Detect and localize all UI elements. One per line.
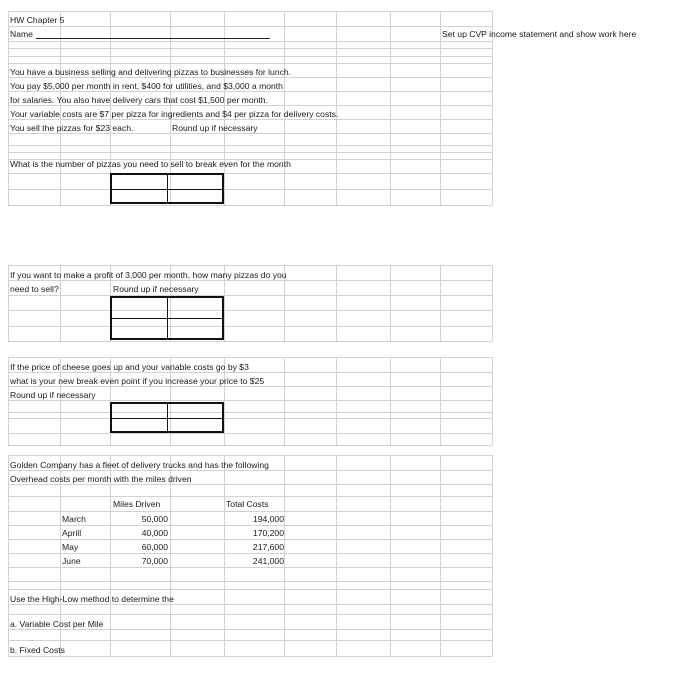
problem1-line: Your variable costs are $7 per pizza for ingredients and $4 per pizza for delivery costs. <box>10 109 339 119</box>
miles-cell: 40,000 <box>141 528 168 538</box>
method-text: Use the High-Low method to determine the <box>10 594 174 604</box>
month-cell: Aprill <box>62 528 82 538</box>
costs-cell: 217,600 <box>252 542 284 552</box>
instruction-text: Set up CVP income statement and show work here <box>442 29 637 39</box>
problem3-line: Round up if necessary <box>10 390 96 400</box>
problem2-line: If you want to make a profit of 3,000 per month, how many pizzas do you <box>10 270 287 280</box>
problem1-line: You sell the pizzas for $23 each. <box>10 123 134 133</box>
name-line[interactable] <box>36 38 270 39</box>
problem1-line: for salaries. You also have delivery cars that cost $1,500 per month. <box>10 95 268 105</box>
golden-line: Overhead costs per month with the miles driven <box>10 474 192 484</box>
problem1-line: You have a business selling and delivering pizzas to businesses for lunch. <box>10 67 292 77</box>
miles-cell: 60,000 <box>141 542 168 552</box>
answer-box-3[interactable] <box>110 402 224 433</box>
round-note: Round up if necessary <box>113 284 199 294</box>
part-b-label: b. Fixed Costs <box>10 645 65 655</box>
col-header-miles: Miles Driven <box>113 499 161 509</box>
problem2-line: need to sell? <box>10 284 59 294</box>
answer-box-1[interactable] <box>110 173 224 204</box>
round-note: Round up if necessary <box>172 123 258 133</box>
problem3-line: what is your new break even point if you increase your price to $25 <box>10 376 265 386</box>
problem1-line: You pay $5,000 per month in rent, $400 for utilities, and $3,000 a month <box>10 81 283 91</box>
problem3-line: If the price of cheese goes up and your variable costs go by $3 <box>10 362 249 372</box>
answer-box-2[interactable] <box>110 296 224 340</box>
sheet-title: HW Chapter 5 <box>10 15 65 25</box>
part-a-label: a. Variable Cost per Mile <box>10 619 104 629</box>
name-label: Name <box>10 29 33 39</box>
miles-cell: 70,000 <box>141 556 168 566</box>
col-header-costs: Total Costs <box>226 499 269 509</box>
miles-cell: 50,000 <box>141 514 168 524</box>
month-cell: March <box>62 514 86 524</box>
problem1-question: What is the number of pizzas you need to sell to break even for the month <box>10 159 291 169</box>
golden-line: Golden Company has a fleet of delivery trucks and has the following <box>10 460 269 470</box>
costs-cell: 241,000 <box>252 556 284 566</box>
month-cell: June <box>62 556 81 566</box>
costs-cell: 170,200 <box>252 528 284 538</box>
month-cell: May <box>62 542 79 552</box>
costs-cell: 194,000 <box>252 514 284 524</box>
